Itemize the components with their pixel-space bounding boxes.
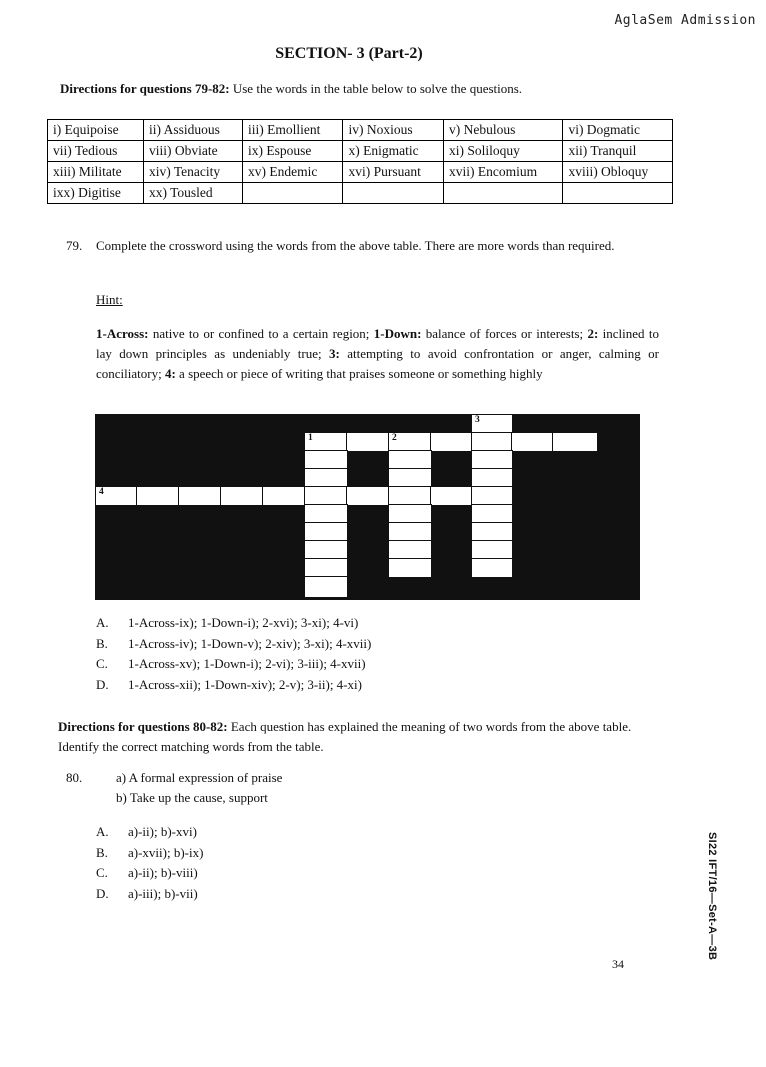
q79-number: 79. — [66, 238, 83, 253]
word-table-cell: i) Equipoise — [48, 120, 144, 141]
option-letter: C. — [96, 656, 108, 671]
word-table-cell: iv) Noxious — [343, 120, 443, 141]
word-table-cell: vii) Tedious — [48, 141, 144, 162]
word-table-cell — [343, 183, 443, 204]
word-table-cell: ixx) Digitise — [48, 183, 144, 204]
crossword-cell[interactable] — [262, 486, 306, 506]
crossword-cell[interactable] — [471, 486, 513, 506]
word-table-cell: xviii) Obloquy — [563, 162, 673, 183]
crossword-cell[interactable] — [136, 486, 180, 506]
word-table-cell: xiv) Tenacity — [143, 162, 242, 183]
crossword-cell[interactable] — [511, 432, 554, 452]
word-table-cell: x) Enigmatic — [343, 141, 443, 162]
q80-item-b: b) Take up the cause, support — [116, 790, 268, 805]
crossword-cell[interactable] — [178, 486, 222, 506]
hint-1-across-label: 1-Across: — [96, 326, 149, 341]
hint-2-label: 2: — [587, 326, 599, 341]
q80-options — [96, 822, 203, 904]
option-text: 1-Across-xii); 1-Down-xiv); 2-v); 3-ii); 4-xi) — [128, 676, 362, 692]
option-text: a)-iii); b)-vii) — [128, 885, 198, 901]
crossword-cell[interactable] — [471, 558, 513, 578]
crossword-cell[interactable] — [304, 486, 348, 506]
crossword-cell[interactable] — [304, 432, 348, 452]
hint-label: Hint: — [96, 292, 123, 307]
option-letter: A. — [96, 824, 109, 839]
word-table-row — [48, 183, 673, 204]
directions-text: Each question has explained the meaning of two words from the above table. Identify the correct matching words from the table. — [58, 719, 632, 754]
q80-number: 80. — [66, 770, 83, 785]
option-letter: B. — [96, 635, 108, 651]
word-table-cell: xx) Tousled — [143, 183, 242, 204]
crossword-cell[interactable] — [471, 432, 513, 452]
clue-number-1: 1 — [308, 433, 313, 443]
hint-3-text: attempting to avoid confrontation or anger, calming or conciliatory; — [96, 346, 659, 381]
crossword-cell[interactable] — [388, 558, 432, 578]
clue-number-2: 2 — [392, 433, 397, 443]
q79-options — [96, 613, 371, 695]
word-table-cell: viii) Obviate — [143, 141, 242, 162]
crossword-cell[interactable] — [388, 486, 432, 506]
answer-option[interactable] — [96, 675, 371, 696]
hint-1-down-text: balance of forces or interests; — [421, 326, 588, 341]
crossword-cell[interactable] — [471, 540, 513, 560]
hint-text — [96, 324, 659, 384]
crossword-cell[interactable] — [388, 432, 432, 452]
crossword-cell[interactable] — [388, 468, 432, 488]
crossword-cell[interactable] — [304, 450, 348, 470]
word-table-cell: xvii) Encomium — [443, 162, 562, 183]
word-table-cell: iii) Emollient — [243, 120, 343, 141]
word-table-cell: xv) Endemic — [243, 162, 343, 183]
option-text: 1-Across-iv); 1-Down-v); 2-xiv); 3-xi); 4-xvii) — [128, 635, 372, 651]
crossword-cell[interactable] — [388, 450, 432, 470]
hint-4-text: a speech or piece of writing that praises someone or something highly — [175, 366, 543, 381]
word-table-cell: xii) Tranquil — [563, 141, 673, 162]
directions-80-82 — [58, 717, 638, 757]
directions-label: Directions for questions 79-82: — [60, 81, 230, 96]
word-table-cell: xvi) Pursuant — [343, 162, 443, 183]
option-text: 1-Across-ix); 1-Down-i); 2-xvi); 3-xi); 4-vi) — [128, 615, 359, 630]
hint-3-label: 3: — [329, 346, 340, 361]
crossword-cell[interactable] — [552, 432, 598, 452]
answer-option[interactable] — [96, 863, 203, 884]
word-table-cell — [563, 183, 673, 204]
clue-number-3: 3 — [475, 415, 480, 425]
crossword-cell[interactable] — [304, 522, 348, 542]
answer-option[interactable] — [96, 613, 371, 634]
crossword-cell[interactable] — [471, 450, 513, 470]
word-table-row — [48, 120, 673, 141]
q80-item-a: a) A formal expression of praise — [116, 770, 283, 785]
word-table-row — [48, 162, 673, 183]
crossword-cell[interactable] — [95, 486, 138, 506]
crossword-cell[interactable] — [388, 504, 432, 524]
hint-2-text: inclined to lay down principles as undeniably true; — [96, 326, 659, 361]
directions-text: Use the words in the table below to solve the questions. — [229, 81, 523, 96]
crossword-cell[interactable] — [304, 576, 348, 598]
option-letter: C. — [96, 865, 108, 880]
word-table — [47, 119, 673, 204]
option-letter: D. — [96, 885, 109, 901]
word-table-cell: xi) Soliloquy — [443, 141, 562, 162]
hint-4-label: 4: — [164, 366, 176, 381]
crossword-cell[interactable] — [304, 558, 348, 578]
crossword-cell[interactable] — [304, 468, 348, 488]
word-table-cell: ii) Assiduous — [143, 120, 242, 141]
option-text: a)-ii); b)-xvi) — [128, 824, 197, 839]
word-table-cell: ix) Espouse — [243, 141, 343, 162]
option-text: 1-Across-xv); 1-Down-i); 2-vi); 3-iii); 4-xvii) — [128, 656, 366, 671]
crossword-cell[interactable] — [346, 486, 390, 506]
crossword-cell[interactable] — [388, 540, 432, 560]
crossword-cell[interactable] — [471, 504, 513, 524]
clue-number-4: 4 — [99, 487, 104, 497]
crossword-cell[interactable] — [430, 486, 473, 506]
hint-1-across-text: native to or confined to a certain region; — [148, 326, 374, 341]
option-text: a)-xvii); b)-ix) — [128, 844, 204, 860]
option-letter: B. — [96, 844, 108, 860]
crossword-cell[interactable] — [220, 486, 264, 506]
crossword-cell[interactable] — [346, 432, 390, 452]
crossword-cell[interactable] — [388, 522, 432, 542]
crossword-cell[interactable] — [471, 414, 513, 434]
option-letter: A. — [96, 615, 109, 630]
word-table-row — [48, 141, 673, 162]
crossword-cell[interactable] — [304, 504, 348, 524]
crossword-cell[interactable] — [430, 432, 473, 452]
answer-option[interactable] — [96, 884, 203, 905]
section-title: SECTION- 3 (Part-2) — [275, 45, 423, 62]
option-text: a)-ii); b)-viii) — [128, 865, 198, 880]
directions-label: Directions for questions 80-82: — [58, 719, 228, 734]
side-code: SI22 IFT/16—Set-A—3B — [706, 832, 718, 961]
crossword-cell[interactable] — [471, 468, 513, 488]
answer-option[interactable] — [96, 634, 371, 655]
word-table-cell: vi) Dogmatic — [563, 120, 673, 141]
crossword-cell[interactable] — [304, 540, 348, 560]
word-table-cell — [243, 183, 343, 204]
option-letter: D. — [96, 676, 109, 692]
q79-text: Complete the crossword using the words from the above table. There are more words than required. — [96, 238, 615, 253]
hint-1-down-label: 1-Down: — [373, 326, 422, 341]
page-number: 34 — [612, 957, 624, 971]
word-table-cell: v) Nebulous — [443, 120, 562, 141]
directions-79-82 — [60, 81, 522, 97]
crossword-cell[interactable] — [471, 522, 513, 542]
answer-option[interactable] — [96, 654, 371, 675]
answer-option[interactable] — [96, 843, 203, 864]
word-table-cell: xiii) Militate — [48, 162, 144, 183]
word-table-cell — [443, 183, 562, 204]
watermark-text: AglaSem Admission — [614, 13, 756, 28]
answer-option[interactable] — [96, 822, 203, 843]
crossword-grid — [95, 414, 640, 600]
